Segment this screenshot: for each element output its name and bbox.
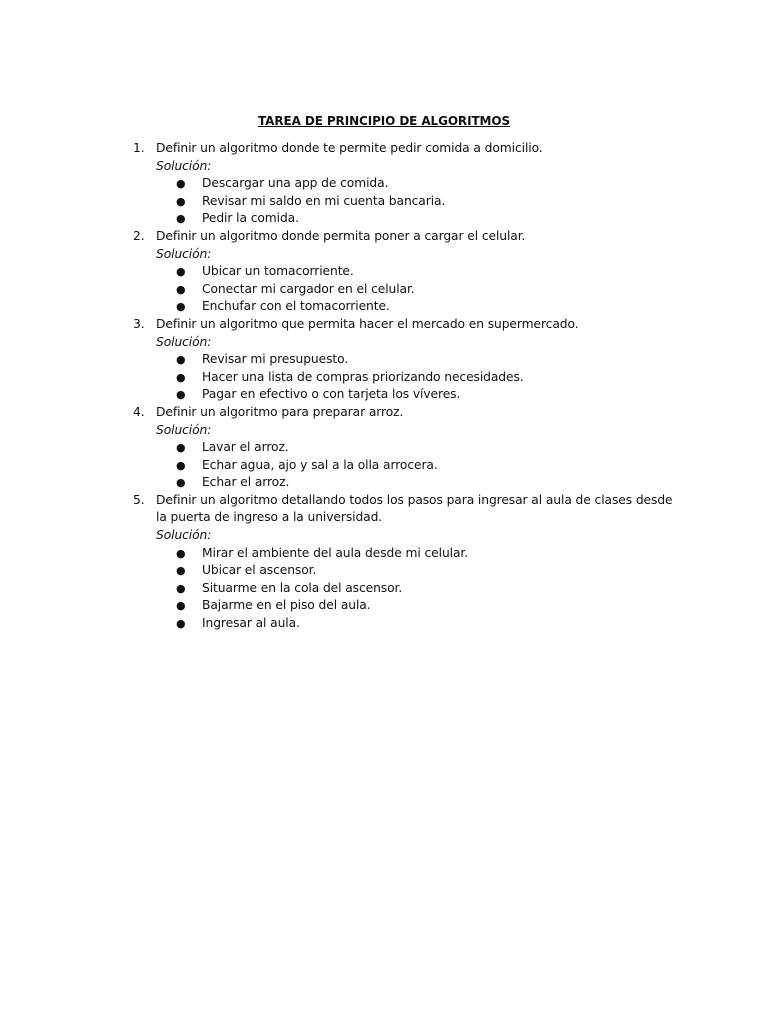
solution-step bbox=[156, 210, 673, 228]
bullet-icon: ● bbox=[176, 177, 186, 191]
bullet-icon: ● bbox=[176, 388, 186, 402]
solution-steps bbox=[156, 351, 673, 404]
bullet-icon: ● bbox=[176, 441, 186, 455]
solution-step-text: Ubicar un tomacorriente. bbox=[202, 264, 354, 279]
solution-label: Solución: bbox=[156, 246, 212, 261]
solution-step bbox=[156, 474, 673, 492]
solution-step bbox=[156, 545, 673, 563]
task-item bbox=[133, 228, 673, 316]
solution-step bbox=[156, 439, 673, 457]
task-item bbox=[133, 404, 673, 492]
task-number: 4. bbox=[133, 404, 145, 419]
task-question: Definir un algoritmo donde te permite pedir comida a domicilio. bbox=[156, 141, 543, 155]
solution-step-text: Pedir la comida. bbox=[202, 211, 299, 226]
solution-step-text: Enchufar con el tomacorriente. bbox=[202, 299, 390, 314]
solution-step-text: Mirar el ambiente del aula desde mi celular. bbox=[202, 545, 469, 560]
solution-step bbox=[156, 369, 673, 387]
solution-step-text: Ubicar el ascensor. bbox=[202, 563, 317, 578]
solution-label: Solución: bbox=[156, 158, 212, 173]
solution-step bbox=[156, 457, 673, 475]
bullet-icon: ● bbox=[176, 212, 186, 226]
document-title: TAREA DE PRINCIPIO DE ALGORITMOS bbox=[257, 114, 511, 128]
task-list bbox=[133, 140, 673, 633]
bullet-icon: ● bbox=[176, 564, 186, 578]
bullet-icon: ● bbox=[176, 353, 186, 367]
task-number: 3. bbox=[133, 316, 145, 331]
bullet-icon: ● bbox=[176, 265, 186, 279]
solution-step bbox=[156, 175, 673, 193]
task-question: Definir un algoritmo detallando todos los pasos para ingresar al aula de clases desde la puerta de ingreso a la universidad. bbox=[156, 492, 673, 525]
solution-step-text: Hacer una lista de compras priorizando necesidades. bbox=[202, 369, 524, 384]
task-item bbox=[133, 316, 673, 404]
task-number: 5. bbox=[133, 492, 145, 507]
solution-step-text: Conectar mi cargador en el celular. bbox=[202, 281, 415, 296]
bullet-icon: ● bbox=[176, 599, 186, 613]
solution-step-text: Descargar una app de comida. bbox=[202, 176, 389, 191]
bullet-icon: ● bbox=[176, 546, 186, 560]
task-question: Definir un algoritmo para preparar arroz. bbox=[156, 404, 404, 419]
solution-step-text: Ingresar al aula. bbox=[202, 616, 300, 631]
solution-step bbox=[156, 193, 673, 211]
solution-step bbox=[156, 386, 673, 404]
bullet-icon: ● bbox=[176, 617, 186, 631]
solution-step-text: Revisar mi saldo en mi cuenta bancaria. bbox=[202, 193, 446, 208]
solution-step-text: Revisar mi presupuesto. bbox=[202, 352, 349, 367]
solution-label: Solución: bbox=[156, 334, 212, 349]
task-question: Definir un algoritmo que permita hacer el mercado en supermercado. bbox=[156, 316, 579, 331]
task-number: 1. bbox=[133, 141, 145, 155]
solution-step bbox=[156, 615, 673, 633]
solution-step bbox=[156, 351, 673, 369]
solution-step-text: Lavar el arroz. bbox=[202, 440, 289, 455]
solution-steps bbox=[156, 175, 673, 228]
solution-label: Solución: bbox=[156, 528, 212, 543]
bullet-icon: ● bbox=[176, 370, 186, 384]
task-number: 2. bbox=[133, 228, 145, 243]
task-question: Definir un algoritmo donde permita poner a cargar el celular. bbox=[156, 228, 526, 243]
bullet-icon: ● bbox=[176, 282, 186, 296]
solution-steps bbox=[156, 439, 673, 492]
bullet-icon: ● bbox=[176, 194, 186, 208]
solution-step bbox=[156, 580, 673, 598]
bullet-icon: ● bbox=[176, 476, 186, 490]
solution-step-text: Pagar en efectivo o con tarjeta los víveres. bbox=[202, 387, 461, 402]
solution-label: Solución: bbox=[156, 422, 212, 437]
solution-step bbox=[156, 281, 673, 299]
solution-step bbox=[156, 263, 673, 281]
task-item bbox=[133, 492, 673, 633]
solution-step-text: Echar agua, ajo y sal a la olla arrocera. bbox=[202, 457, 438, 472]
solution-step bbox=[156, 562, 673, 580]
bullet-icon: ● bbox=[176, 458, 186, 472]
bullet-icon: ● bbox=[176, 581, 186, 595]
solution-step-text: Bajarme en el piso del aula. bbox=[202, 598, 371, 613]
bullet-icon: ● bbox=[176, 300, 186, 314]
task-item bbox=[133, 140, 673, 228]
solution-step bbox=[156, 298, 673, 316]
solution-steps bbox=[156, 263, 673, 316]
solution-step-text: Situarme en la cola del ascensor. bbox=[202, 580, 403, 595]
solution-step-text: Echar el arroz. bbox=[202, 475, 290, 490]
solution-steps bbox=[156, 545, 673, 633]
solution-step bbox=[156, 597, 673, 615]
